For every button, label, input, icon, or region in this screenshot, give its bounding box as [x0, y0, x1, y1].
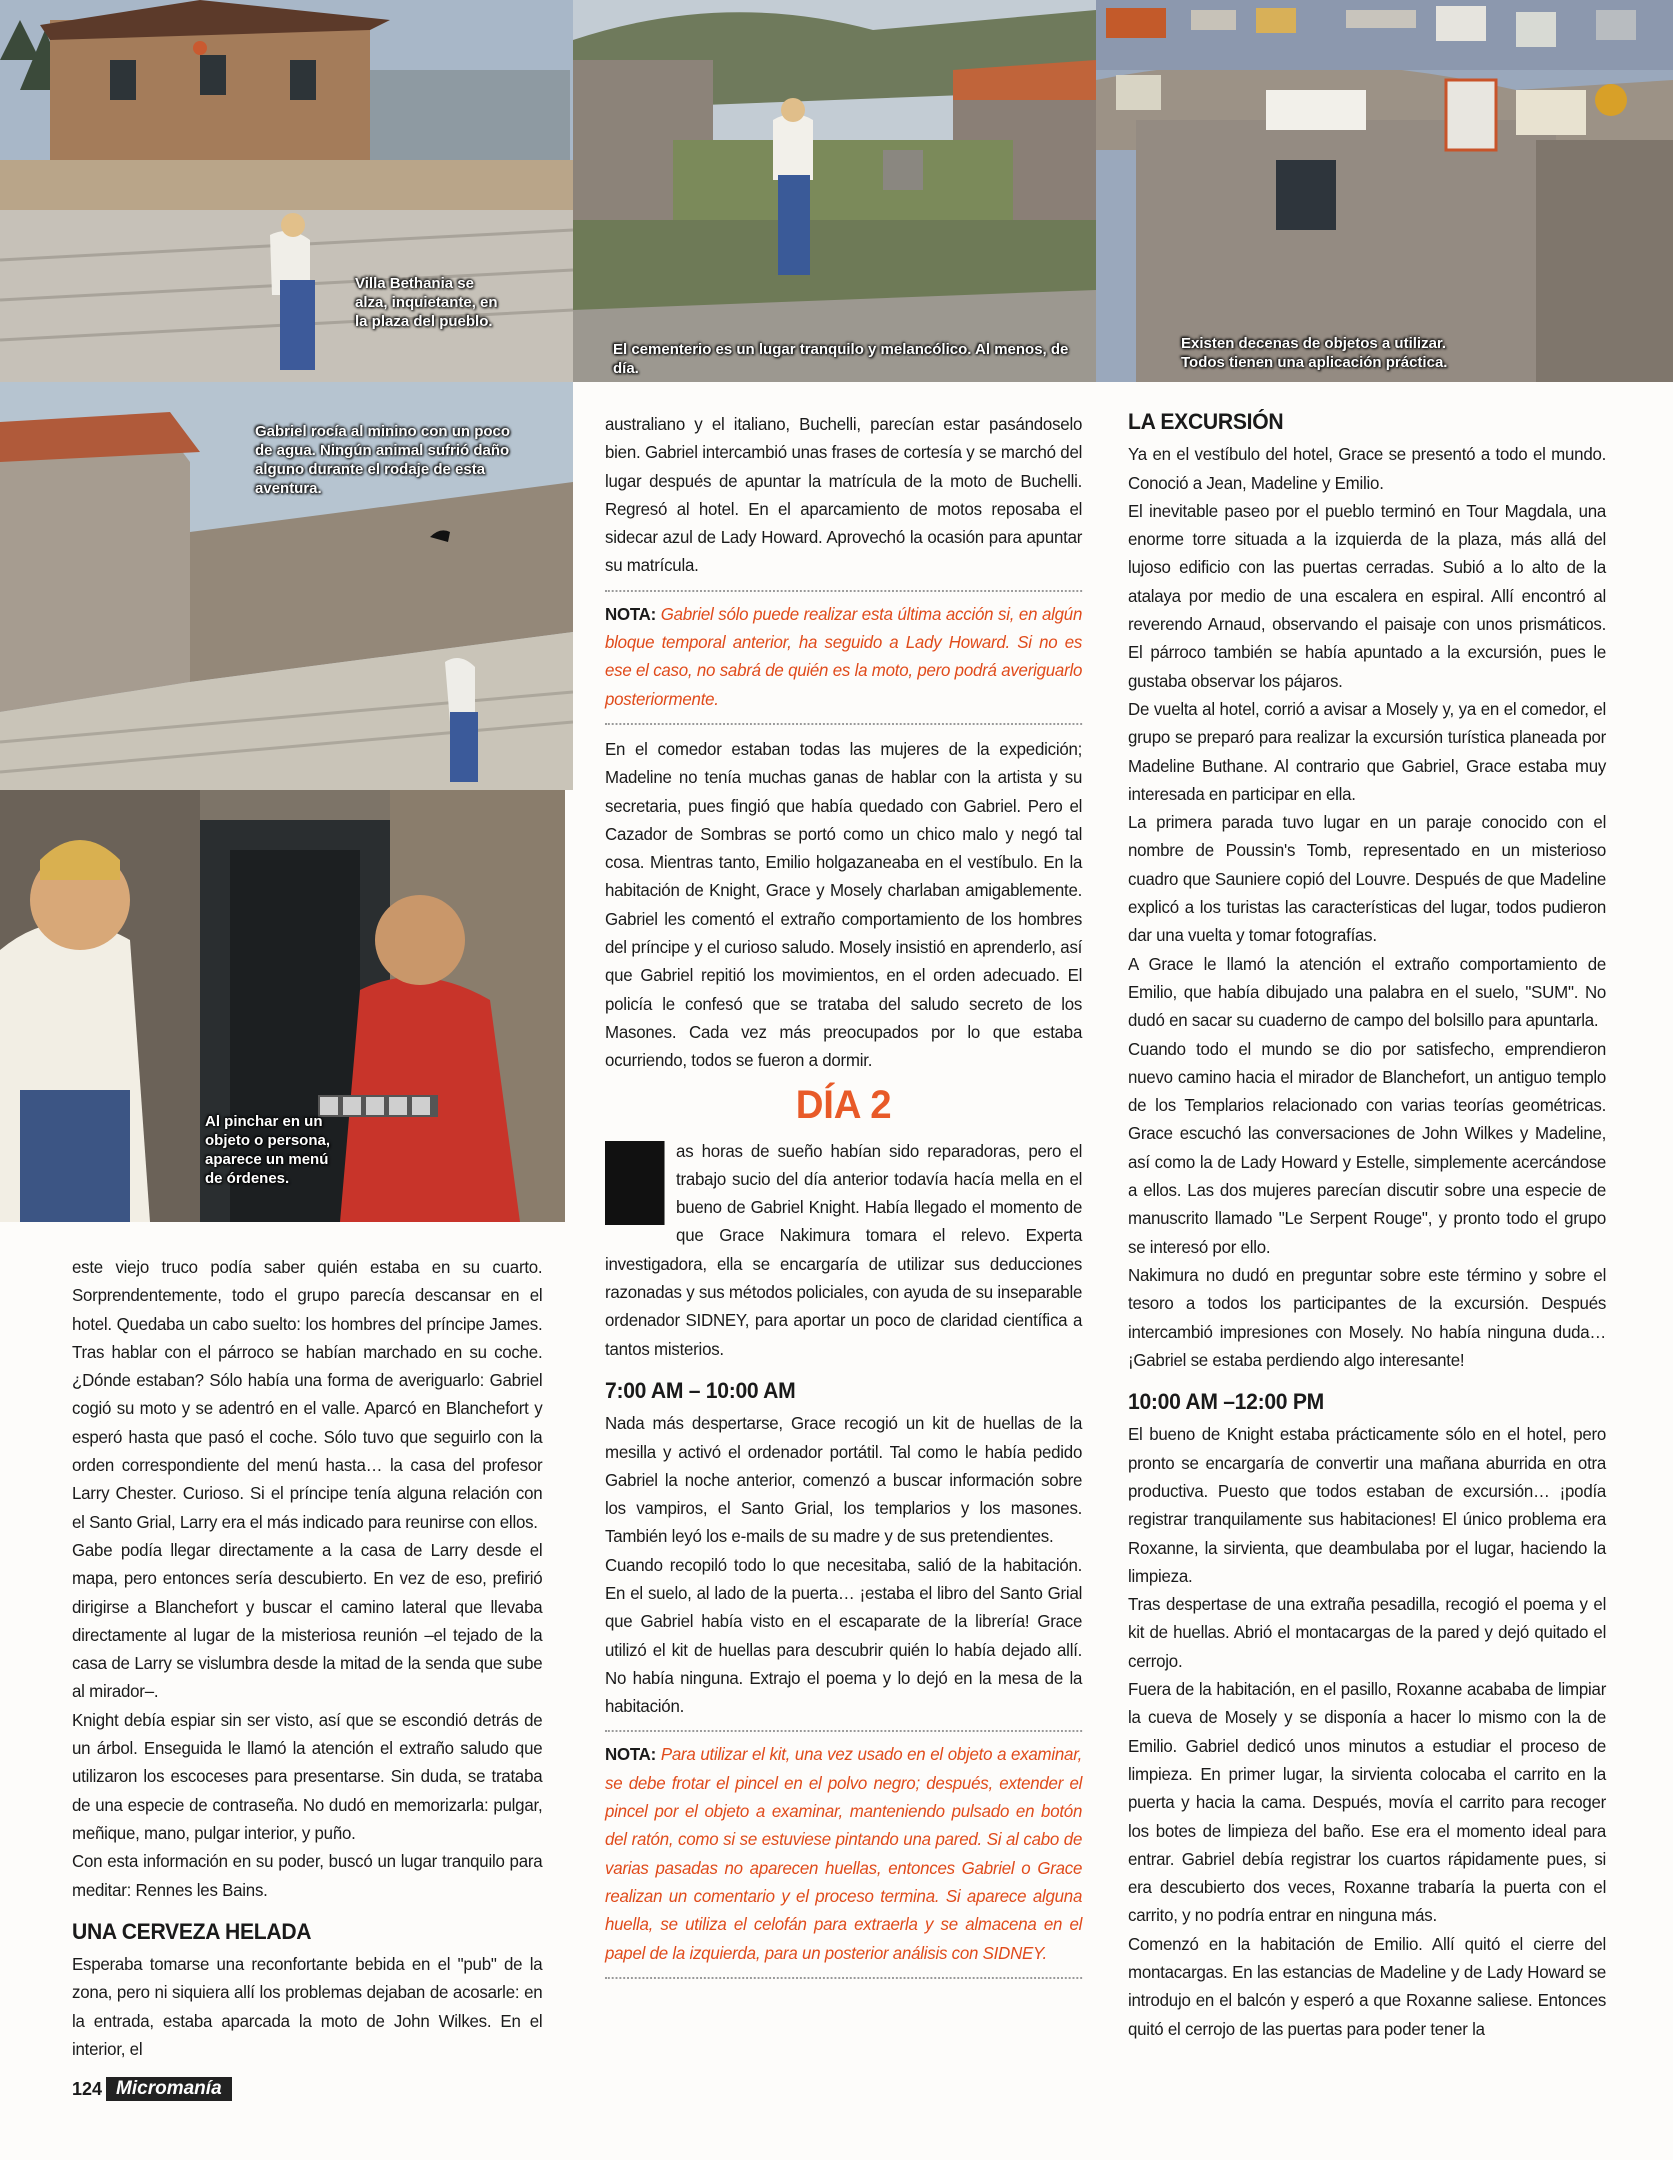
caption-villa: Villa Bethania se alza, inquietante, en la plaza del pueblo.	[355, 275, 498, 330]
note-label: NOTA:	[605, 603, 657, 624]
paragraph: Esperaba tomarse una reconfortante bebida en el "pub" de la zona, pero ni siquiera allí los problemas dejaban de acosarle: en la entrada, estaba aparcada la moto de John Wilkes. En el interior, el	[72, 1954, 543, 2060]
paragraph-text: as horas de sueño habían sido reparadoras, pero el trabajo sucio del día anterior todavía hacía mella en el bueno de Gabriel Knight. Había llegado el momento de que Grace Nakimura tomara el relevo. Experta investigadora, ella se encargaría de utilizar sus deducciones razonadas y sus métodos policiales, con ayuda de su inseparable ordenador SIDNEY, para aportar un poco de claridad científica a tantos misterios.	[605, 1140, 1083, 1359]
paragraph: De vuelta al hotel, corrió a avisar a Mosely y, ya en el comedor, el grupo se preparó para realizar la excursión turística planeada por Madeline Buthane. Al contrario que Gabriel, Grace estaba muy interesada en participar en ella.	[1128, 698, 1607, 804]
screenshot-menu-ordenes	[0, 790, 565, 1222]
section-heading: LA EXCURSIÓN	[1128, 409, 1284, 434]
page-number: 124	[72, 2078, 103, 2099]
day-heading: DÍA 2	[795, 1082, 892, 1127]
dropcap-block	[605, 1141, 665, 1225]
paragraph: Con esta información en su poder, buscó un lugar tranquilo para meditar: Rennes les Bains.	[72, 1851, 543, 1900]
note-box	[605, 1730, 1082, 1978]
screenshot-gato	[0, 382, 573, 790]
magazine-logo: Micromanía	[106, 2077, 232, 2101]
paragraph: Gabe podía llegar directamente a la casa de Larry desde el mapa, pero entonces sería descubierto. En vez de eso, prefirió dirigirse a Blanchefort y buscar el camino lateral que llevaba directamente al lugar de la misteriosa reunión –el tejado de la casa de Larry se vislumbra desde la mitad de la senda que sube al mirador–.	[72, 1539, 543, 1702]
caption-cementerio: El cementerio es un lugar tranquilo y melancólico. Al menos, de día.	[613, 341, 1069, 377]
paragraph: Cuando todo el mundo se dio por satisfecho, emprendieron nuevo camino hacia el mirador de Blanchefort, un antiguo templo de los Templarios relacionado con varias teorías geométricas. Grace escuchó las conversaciones de John Wilkes y Madeline, así como la de Lady Howard y Estelle, simplemente acercándose a ellos. Las dos mujeres parecían discutir sobre una especie de manuscrito llamado "Le Serpent Rouge", y pronto todo el grupo se interesó por ello.	[1128, 1038, 1607, 1257]
paragraph: Nada más despertarse, Grace recogió un kit de huellas de la mesilla y activó el ordenador portátil. Tal como le había pedido Gabriel la noche anterior, comenzó a buscar información sobre los vampiros, el Santo Grial, los templarios y los masones. También leyó los e-mails de su madre y de sus pretendientes.	[605, 1413, 1083, 1547]
page-footer	[72, 2077, 232, 2101]
paragraph: Knight debía espiar sin ser visto, así que se escondió detrás de un árbol. Enseguida le llamó la atención el extraño saludo que utilizaron los escoceses para presentarse. Sin duda, se trataba de una especie de contraseña. No dudó en memorizarla: pulgar, meñique, mano, pulgar interior, y puño.	[72, 1709, 543, 1843]
column-left	[72, 1253, 542, 2063]
paragraph: El bueno de Knight estaba prácticamente sólo en el hotel, pero pronto se encargaría de convertir una mañana aburrida en otra productiva. Puesto que todos estaban de excursión… ¡podía registrar tranquilamente sus habitaciones! El único problema era Roxanne, la sirvienta, que deambulaba por el lugar, haciendo la limpieza.	[1128, 1424, 1607, 1586]
screenshot-objetos	[1096, 0, 1673, 382]
column-middle	[605, 410, 1082, 1989]
column-right	[1128, 408, 1606, 2043]
screenshot-villa-bethania	[0, 0, 573, 382]
paragraph: A Grace le llamó la atención el extraño comportamiento de Emilio, que había dibujado una palabra en el suelo, "SUM". No dudó en sacar su cuaderno de campo del bolsillo para apuntarla.	[1128, 953, 1607, 1031]
section-heading: 7:00 AM – 10:00 AM	[605, 1377, 796, 1403]
paragraph: Comenzó en la habitación de Emilio. Allí quitó el cierre del montacargas. En las estancias de Madeline y de Lady Howard se introdujo en el balcón y esperó a que Roxanne saliese. Entonces quitó el cerrojo de las puertas para poder tener la	[1128, 1933, 1607, 2039]
paragraph: australiano y el italiano, Buchelli, parecían estar pasándoselo bien. Gabriel intercambió unas frases de cortesía y se marchó del lugar después de apuntar la matrícula de la moto de Buchelli. Regresó al hotel. En el aparcamiento de motos reposaba el sidecar azul de Lady Howard. Aprovechó la ocasión para apuntar su matrícula.	[605, 414, 1083, 576]
paragraph: El inevitable paseo por el pueblo terminó en Tour Magdala, una enorme torre situada a la izquierda de la plaza, más allá del lujoso edificio con las puertas cerradas. Subió a lo alto de la atalaya por medio de una escalera en espiral. Allí encontró al reverendo Arnaud, observando el paisaje con unos prismáticos. El párroco también se había apuntado a la excursión, pues le gustaba observar los pájaros.	[1128, 500, 1607, 691]
section-heading: UNA CERVEZA HELADA	[72, 1918, 312, 1944]
caption-gato: Gabriel rocía al minino con un poco de agua. Ningún animal sufrió daño alguno durante el rodaje de esta aventura.	[255, 423, 511, 497]
paragraph: La primera parada tuvo lugar en un paraje conocido con el nombre de Poussin's Tomb, representado en un misterioso cuadro que Sauniere copió del Louvre. Después de que Madeline explicó a los turistas las características del lugar, todos pudieron dar una vuelta y tomar fotografías.	[1128, 812, 1607, 946]
paragraph: Fuera de la habitación, en el pasillo, Roxanne acababa de limpiar la cueva de Mosely y se disponía a hacer lo mismo con la de Emilio. Gabriel dedicó unos minutos a estudiar el proceso de limpieza. En primer lugar, la sirvienta colocaba el carrito en la puerta y hacia la cama. Después, movía el carrito para recoger los botes de limpieza del baño. Ese era el momento ideal para entrar. Gabriel debía registrar los cuartos rápidamente pues, si era descubierto dos veces, Roxanne trabaría la puerta con el carrito, y no podría entrar en ninguna más.	[1128, 1679, 1607, 1926]
screenshot-cementerio	[573, 0, 1096, 382]
paragraph: Tras despertase de una extraña pesadilla, recogió el poema y el kit de huellas. Abrió el montacargas de la pared y dejó quitado el cerrojo.	[1128, 1594, 1607, 1671]
paragraph-dropcap	[605, 1137, 1082, 1363]
paragraph: Cuando recopiló todo lo que necesitaba, salió de la habitación. En el suelo, al lado de la puerta… ¡estaba el libro del Santo Grial que Gabriel había visto en el escaparate de la librería! Grace utilizó el kit de huellas para descubrir quién lo había dejado allí. No había ninguna. Extrajo el poema y lo dejó en la mesa de la habitación.	[605, 1554, 1083, 1717]
caption-objetos: Existen decenas de objetos a utilizar. Todos tienen una aplicación práctica.	[1181, 335, 1448, 371]
note-text: Para utilizar el kit, una vez usado en el objeto a examinar, se debe frotar el pincel en el polvo negro; después, extender el pincel por el objeto a examinar, manteniendo pulsado en botón del ratón, como si se estuviese pintando una pared. Si al cabo de varias pasadas no aparecen huellas, entonces Gabriel o Grace realizan un comentario y el proceso termina. Si aparece alguna huella, se utiliza el celofán para extraerla y se almacena en el papel de la izquierda, para un posterior análisis con SIDNEY.	[605, 1744, 1083, 1963]
paragraph: este viejo truco podía saber quién estaba en su cuarto. Sorprendentemente, todo el grupo parecía descansar en el hotel. Quedaba un cabo suelto: los hombres del príncipe James. Tras hablar con el párroco se habían marchado en su coche. ¿Dónde estaban? Sólo había una forma de averiguarlo: Gabriel cogió su moto y se adentró en el valle. Aparcó en Blanchefort y esperó hasta que pasó el coche. Sólo tuvo que seguirlo con la orden correspondiente del menú hasta… la casa del profesor Larry Chester. Curioso. Si el príncipe tenía alguna relación con el Santo Grial, Larry era el más indicado para reunirse con ellos.	[72, 1257, 543, 1532]
note-label: NOTA:	[605, 1744, 657, 1765]
paragraph: Ya en el vestíbulo del hotel, Grace se presentó a todo el mundo. Conoció a Jean, Madeline y Emilio.	[1128, 444, 1607, 493]
section-heading: 10:00 AM –12:00 PM	[1128, 1389, 1324, 1415]
caption-menu: Al pinchar en un objeto o persona, aparece un menú de órdenes.	[205, 1113, 331, 1187]
note-text: Gabriel sólo puede realizar esta última acción si, en algún bloque temporal anterior, ha seguido a Lady Howard. Si no es ese el caso, no sabrá de quién es la moto, pero podrá averiguarlo posteriormente.	[605, 603, 1083, 709]
note-box	[605, 590, 1082, 725]
paragraph: En el comedor estaban todas las mujeres de la expedición; Madeline no tenía muchas ganas de hablar con la artista y su secretaria, pues fingió que había quedado con Gabriel. Pero el Cazador de Sombras se portó como un chico malo y negó tal cosa. Mientras tanto, Emilio holgazaneaba en el vestíbulo. En la habitación de Knight, Grace y Mosely charlaban amigablemente. Gabriel les comentó el extraño comportamiento de los hombres del príncipe y el curioso saludo. Mosely insistió en aprenderlo, así que Gabriel repitió los movimientos, en el orden adecuado. El policía le confesó que se trataba del saludo secreto de los Masones. Cada vez más preocupados por lo que estaba ocurriendo, todos se fueron a dormir.	[605, 738, 1083, 1071]
paragraph: Nakimura no dudó en preguntar sobre este término y sobre el tesoro a todos los participantes de la excursión. Después intercambió impresiones con Mosely. No había ninguna duda… ¡Gabriel se estaba perdiendo algo interesante!	[1128, 1264, 1607, 1370]
